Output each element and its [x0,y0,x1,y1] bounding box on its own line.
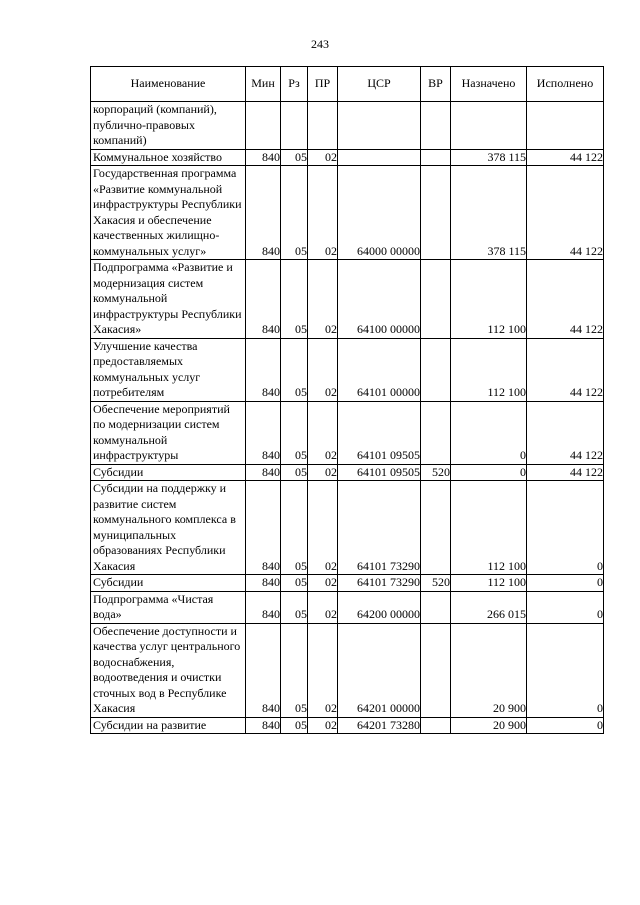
cell-csr: 64101 73290 [338,481,421,575]
cell-pr: 02 [308,260,338,339]
cell-min: 840 [246,149,281,166]
cell-csr [338,149,421,166]
cell-name: Обеспечение доступности и качества услуг центрального водоснабжения, водоотведения и очистки сточных вод в Республике Хакасия [91,623,246,717]
table-row [91,260,604,339]
cell-name: Коммунальное хозяйство [91,149,246,166]
cell-vr [421,102,451,150]
header-assigned: Назначено [451,67,527,102]
cell-rz: 05 [281,717,308,734]
cell-assigned [451,102,527,150]
cell-min: 840 [246,623,281,717]
cell-min: 840 [246,166,281,260]
cell-pr [308,102,338,150]
cell-executed: 0 [527,575,604,592]
cell-assigned: 0 [451,464,527,481]
cell-pr: 02 [308,401,338,464]
cell-executed: 0 [527,717,604,734]
table-header-row [91,67,604,102]
cell-pr: 02 [308,623,338,717]
cell-csr: 64101 73290 [338,575,421,592]
cell-pr: 02 [308,149,338,166]
cell-rz: 05 [281,464,308,481]
header-rz: Рз [281,67,308,102]
cell-min [246,102,281,150]
cell-csr: 64200 00000 [338,591,421,623]
cell-vr [421,401,451,464]
cell-vr: 520 [421,464,451,481]
cell-rz: 05 [281,260,308,339]
cell-rz: 05 [281,149,308,166]
table-body [91,102,604,734]
cell-vr [421,481,451,575]
cell-vr [421,623,451,717]
cell-name: Субсидии [91,575,246,592]
cell-csr [338,102,421,150]
table-row [91,102,604,150]
cell-pr: 02 [308,166,338,260]
cell-executed: 44 122 [527,149,604,166]
cell-pr: 02 [308,481,338,575]
cell-assigned: 112 100 [451,338,527,401]
budget-table [90,66,604,734]
cell-rz: 05 [281,401,308,464]
cell-assigned: 112 100 [451,575,527,592]
cell-pr: 02 [308,464,338,481]
cell-min: 840 [246,481,281,575]
cell-assigned: 20 900 [451,717,527,734]
cell-csr: 64101 09505 [338,464,421,481]
cell-name: корпораций (компаний), публично-правовых компаний) [91,102,246,150]
cell-pr: 02 [308,338,338,401]
cell-min: 840 [246,464,281,481]
cell-executed: 0 [527,591,604,623]
cell-assigned: 378 115 [451,149,527,166]
header-name: Наименование [91,67,246,102]
table-row [91,575,604,592]
cell-csr: 64101 09505 [338,401,421,464]
cell-executed: 44 122 [527,401,604,464]
header-vr: ВР [421,67,451,102]
cell-name: Подпрограмма «Развитие и модернизация систем коммунальной инфраструктуры Республики Хакасия» [91,260,246,339]
header-csr: ЦСР [338,67,421,102]
cell-assigned: 0 [451,401,527,464]
cell-vr [421,717,451,734]
table-row [91,166,604,260]
cell-min: 840 [246,717,281,734]
cell-min: 840 [246,401,281,464]
cell-pr: 02 [308,575,338,592]
cell-rz: 05 [281,623,308,717]
table-row [91,401,604,464]
cell-pr: 02 [308,591,338,623]
cell-csr: 64201 00000 [338,623,421,717]
cell-executed: 0 [527,623,604,717]
cell-assigned: 266 015 [451,591,527,623]
cell-name: Субсидии на поддержку и развитие систем коммунального комплекса в муниципальных образованиях Республики Хакасия [91,481,246,575]
cell-vr [421,591,451,623]
cell-min: 840 [246,260,281,339]
cell-executed [527,102,604,150]
cell-name: Обеспечение мероприятий по модернизации систем коммунальной инфраструктуры [91,401,246,464]
cell-min: 840 [246,591,281,623]
cell-rz: 05 [281,166,308,260]
cell-assigned: 20 900 [451,623,527,717]
cell-rz: 05 [281,575,308,592]
table-row [91,338,604,401]
table-row [91,717,604,734]
cell-vr [421,338,451,401]
cell-assigned: 112 100 [451,481,527,575]
cell-executed: 44 122 [527,464,604,481]
header-min: Мин [246,67,281,102]
cell-executed: 44 122 [527,260,604,339]
cell-min: 840 [246,575,281,592]
cell-name: Улучшение качества предоставляемых коммунальных услуг потребителям [91,338,246,401]
cell-csr: 64201 73280 [338,717,421,734]
cell-vr [421,149,451,166]
cell-pr: 02 [308,717,338,734]
cell-rz: 05 [281,338,308,401]
table-row [91,464,604,481]
header-executed: Исполнено [527,67,604,102]
cell-vr [421,260,451,339]
cell-csr: 64000 00000 [338,166,421,260]
cell-vr [421,166,451,260]
cell-name: Подпрограмма «Чистая вода» [91,591,246,623]
table-row [91,149,604,166]
cell-min: 840 [246,338,281,401]
cell-csr: 64101 00000 [338,338,421,401]
cell-rz: 05 [281,481,308,575]
header-pr: ПР [308,67,338,102]
table-row [91,481,604,575]
cell-executed: 44 122 [527,166,604,260]
cell-rz: 05 [281,591,308,623]
cell-rz [281,102,308,150]
cell-vr: 520 [421,575,451,592]
cell-name: Субсидии на развитие [91,717,246,734]
cell-assigned: 112 100 [451,260,527,339]
cell-executed: 0 [527,481,604,575]
cell-executed: 44 122 [527,338,604,401]
cell-name: Субсидии [91,464,246,481]
cell-name: Государственная программа «Развитие коммунальной инфраструктуры Республики Хакасия и обеспечение качественных жилищно-коммунальных услуг» [91,166,246,260]
cell-csr: 64100 00000 [338,260,421,339]
page-number: 243 [311,37,329,51]
table-row [91,623,604,717]
table-row [91,591,604,623]
cell-assigned: 378 115 [451,166,527,260]
